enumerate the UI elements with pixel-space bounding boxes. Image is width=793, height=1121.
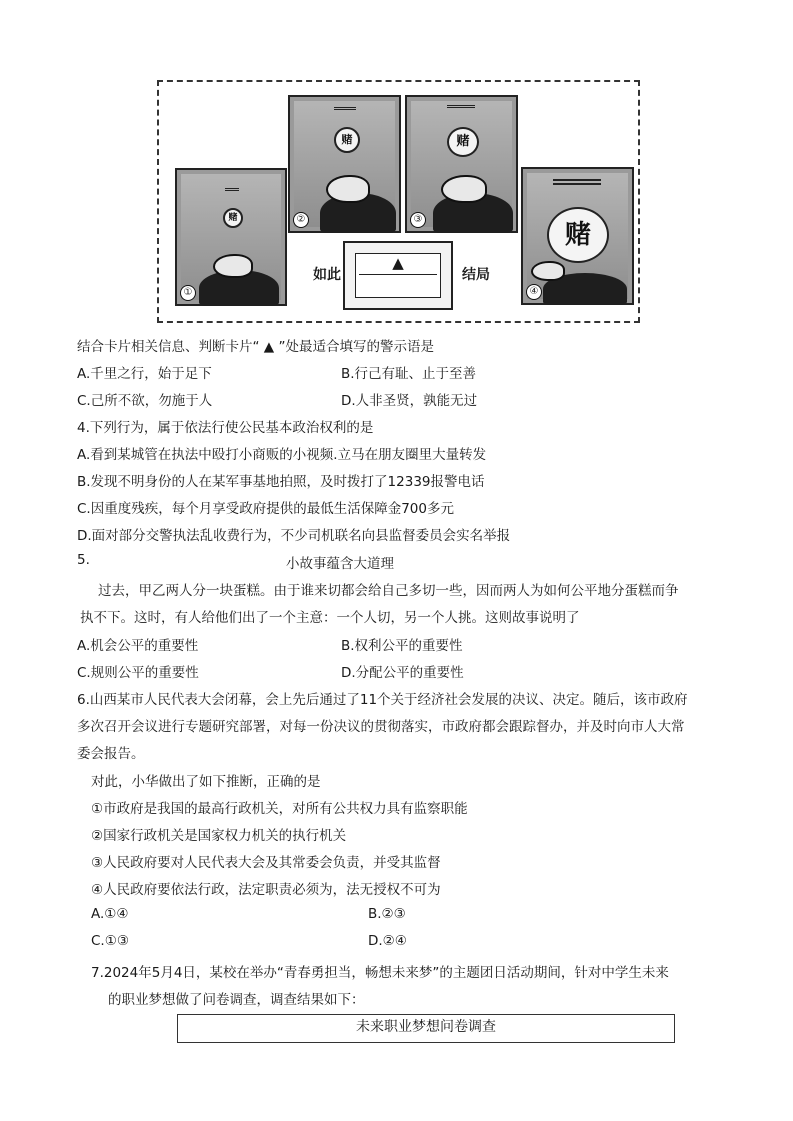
q3-option-d: D.人非圣贤，孰能无过 <box>341 393 478 409</box>
apple-icon: 赌 <box>447 127 479 157</box>
q6-statement-2: ②国家行政机关是国家权力机关的执行机关 <box>91 828 347 844</box>
q6-line-2: 多次召开会议进行专题研究部署，对每一份决议的贯彻落实，市政府都会跟踪督办，并及时向市人大常 <box>77 719 685 735</box>
apple-icon: 赌 <box>547 207 609 263</box>
cartoon-panel-4 <box>521 167 634 305</box>
q6-option-a: A.①④ <box>91 906 129 922</box>
q3-option-a: A.千里之行，始于足下 <box>77 366 212 382</box>
rat-icon <box>441 175 487 203</box>
q5-option-b: B.权利公平的重要性 <box>341 638 463 654</box>
q5-title: 小故事蕴含大道理 <box>286 556 394 572</box>
caption-left: 如此 <box>313 267 341 283</box>
q6-line-4: 对此，小华做出了如下推断，正确的是 <box>91 774 321 790</box>
apple-icon: 赌 <box>334 127 360 153</box>
rat-icon <box>531 261 565 281</box>
q4-option-a: A.看到某城管在执法中殴打小商贩的小视频.立马在朋友圈里大量转发 <box>77 447 487 463</box>
panel-number: ④ <box>526 284 542 300</box>
q6-line-3: 委会报告。 <box>77 746 145 762</box>
q3-option-c: C.己所不欲，勿施于人 <box>77 393 213 409</box>
rat-icon <box>326 175 370 203</box>
q3-option-b: B.行己有耻、止于至善 <box>341 366 477 382</box>
cartoon-panel-3 <box>405 95 518 233</box>
q6-line-1: 6.山西某市人民代表大会闭幕，会上先后通过了11个关于经济社会发展的决议、决定。随后，该市政府 <box>77 692 688 708</box>
q3-stem: 结合卡片相关信息、判断卡片“ ▲ ”处最适合填写的警示语是 <box>77 339 434 355</box>
survey-table-title: 未来职业梦想问卷调查 <box>177 1014 675 1043</box>
q6-statement-4: ④人民政府要依法行政，法定职责必须为，法无授权不可为 <box>91 882 441 898</box>
caption-right: 结局 <box>462 267 490 283</box>
blank-card <box>343 241 453 310</box>
q6-statement-1: ①市政府是我国的最高行政机关，对所有公共权力具有监察职能 <box>91 801 468 817</box>
rat-icon <box>213 254 253 278</box>
q4-option-d: D.面对部分交警执法乱收费行为，不少司机联名向县监督委员会实名举报 <box>77 528 511 544</box>
cartoon-panel-2 <box>288 95 401 233</box>
q4-option-c: C.因重度残疾，每个月享受政府提供的最低生活保障金700多元 <box>77 501 454 517</box>
q6-statement-3: ③人民政府要对人民代表大会及其常委会负责，并受其监督 <box>91 855 441 871</box>
apple-icon: 赌 <box>223 208 243 228</box>
panel-number: ① <box>180 285 196 301</box>
q5-option-c: C.规则公平的重要性 <box>77 665 199 681</box>
q6-option-d: D.②④ <box>368 933 407 949</box>
q4-stem: 4.下列行为，属于依法行使公民基本政治权利的是 <box>77 420 374 436</box>
q7-line-1: 7.2024年5月4日，某校在举办“青春勇担当，畅想未来梦”的主题团日活动期间，针对中学生未来 <box>91 965 669 981</box>
q6-option-c: C.①③ <box>91 933 129 949</box>
panel-number: ③ <box>410 212 426 228</box>
cartoon-panel-1 <box>175 168 287 306</box>
q7-line-2: 的职业梦想做了问卷调查，调查结果如下： <box>108 992 365 1008</box>
q5-paragraph-1: 过去，甲乙两人分一块蛋糕。由于谁来切都会给自己多切一些，因而两人为如何公平地分蛋糕而争 <box>98 583 679 599</box>
q6-option-b: B.②③ <box>368 906 406 922</box>
q5-option-a: A.机会公平的重要性 <box>77 638 199 654</box>
q4-option-b: B.发现不明身份的人在某军事基地拍照，及时拨打了12339报警电话 <box>77 474 485 490</box>
q5-option-d: D.分配公平的重要性 <box>341 665 464 681</box>
q5-number: 5. <box>77 552 90 568</box>
triangle-marker-icon: ▲ <box>392 254 404 272</box>
q5-paragraph-2: 执不下。这时，有人给他们出了一个主意：一个人切，另一个人挑。这则故事说明了 <box>80 610 580 626</box>
panel-number: ② <box>293 212 309 228</box>
